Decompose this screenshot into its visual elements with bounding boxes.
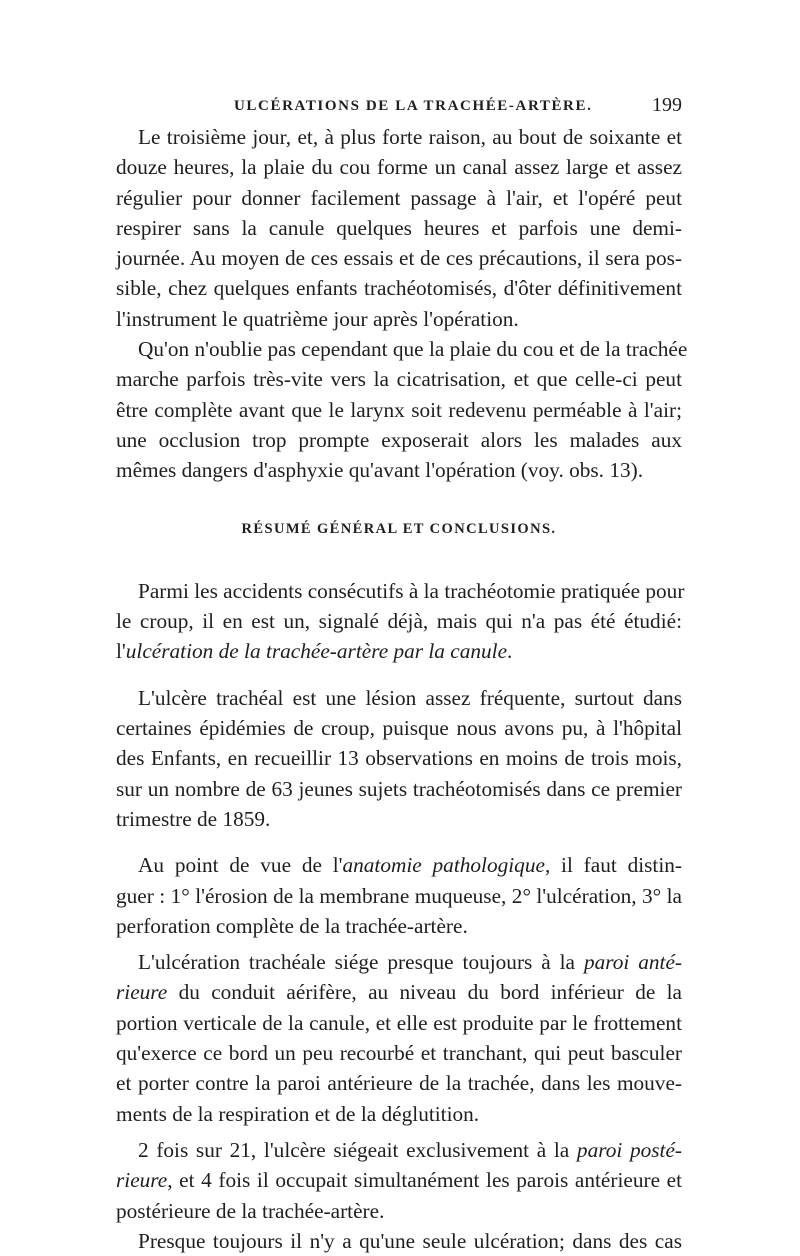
paragraph-intro	[116, 576, 685, 667]
book-page	[116, 92, 688, 1256]
text-line: postérieure de la trachée-artère.	[116, 1198, 385, 1223]
text-line: une occlusion trop prompte exposerait alors les malades aux	[116, 427, 682, 452]
page-number: 199	[652, 94, 682, 116]
paragraph-posterior	[116, 1135, 682, 1226]
text-line: marche parfois très-vite vers la cicatrisation, et que celle-ci peut	[116, 367, 682, 392]
text-line: sur un nombre de 63 jeunes sujets trachéotomisés dans ce premier	[116, 776, 682, 801]
text-line: perforation complète de la trachée-artère.	[116, 913, 468, 938]
paragraph-anatomy	[116, 850, 682, 941]
text-line: être complète avant que le larynx soit redevenu perméable à l'air;	[116, 397, 682, 422]
body-text	[116, 122, 688, 1256]
italic-term: ulcération de la trachée-artère par la canule	[125, 639, 508, 664]
italic-term: rieure	[116, 1168, 168, 1193]
text-line: le croup, il en est un, signalé déjà, mais qui n'a pas été étudié:	[116, 609, 682, 634]
paragraph-last	[116, 1226, 682, 1256]
text-line: respirer sans la canule quelques heures et parfois une demi-	[116, 215, 682, 240]
running-title: ULCÉRATIONS DE LA TRACHÉE-ARTÈRE.	[234, 98, 593, 114]
text-line	[116, 947, 682, 977]
text-line: mêmes dangers d'asphyxie qu'avant l'opération (voy. obs. 13).	[116, 458, 644, 483]
text-line: douze heures, la plaie du cou forme un canal assez large et assez	[116, 155, 682, 180]
text-fragment: , et 4 fois il occupait simultanément les parois antérieure et	[167, 1168, 682, 1193]
section-heading: RÉSUMÉ GÉNÉRAL ET CONCLUSIONS.	[241, 520, 557, 537]
text-fragment: 2 fois sur 21, l'ulcère siégeait exclusivement à la	[138, 1137, 577, 1162]
text-line: des Enfants, en recueillir 13 observations en moins de trois mois,	[116, 746, 682, 771]
running-head	[116, 92, 682, 122]
text-line: qu'exerce ce bord un peu recourbé et tranchant, qui peut basculer	[116, 1041, 682, 1066]
text-fragment: .	[507, 639, 513, 664]
italic-term: paroi posté-	[576, 1137, 682, 1162]
text-fragment: du conduit aérifère, au niveau du bord inférieur de la	[167, 980, 682, 1005]
text-line: régulier pour donner facilement passage à l'air, et l'opéré peut	[116, 185, 682, 210]
text-line: Presque toujours il n'y a qu'une seule ulcération; dans des cas	[138, 1228, 682, 1253]
text-line: sible, chez quelques enfants trachéotomisés, d'ôter définitivement	[116, 276, 682, 301]
text-line: Parmi les accidents consécutifs à la trachéotomie pratiquée pour	[138, 578, 685, 603]
text-line	[116, 977, 682, 1007]
text-line: trimestre de 1859.	[116, 806, 271, 831]
paragraph-frequency	[116, 683, 682, 834]
text-line: L'ulcère trachéal est une lésion assez fréquente, surtout dans	[138, 685, 682, 710]
italic-term: paroi anté-	[583, 950, 682, 975]
text-line: guer : 1° l'érosion de la membrane muqueuse, 2° l'ulcération, 3° la	[116, 883, 682, 908]
text-fragment: L'ulcération trachéale siége presque toujours à la	[138, 950, 584, 975]
italic-term: rieure	[116, 980, 168, 1005]
text-fragment: Au point de vue de l'	[138, 853, 343, 878]
paragraph-warning	[116, 334, 688, 485]
paragraph-seat	[116, 947, 682, 1129]
text-line	[116, 850, 682, 880]
text-line: certaines épidémies de croup, puisque nous avons pu, à l'hôpital	[116, 716, 682, 741]
text-fragment: l'	[116, 639, 126, 664]
text-line: portion verticale de la canule, et elle est produite par le frottement	[116, 1010, 682, 1035]
text-line: journée. Au moyen de ces essais et de ces précautions, il sera pos-	[116, 246, 682, 271]
text-line: Qu'on n'oublie pas cependant que la plaie du cou et de la trachée	[138, 337, 688, 362]
text-line	[116, 1165, 682, 1195]
text-line: Le troisième jour, et, à plus forte raison, au bout de soixante et	[138, 125, 682, 149]
italic-term: anatomie pathologique	[342, 853, 545, 878]
text-line	[116, 1135, 682, 1165]
text-line: et porter contre la paroi antérieure de la trachée, dans les mouve-	[116, 1071, 682, 1096]
text-line: l'instrument le quatrième jour après l'opération.	[116, 306, 519, 331]
text-line: ments de la respiration et de la déglutition.	[116, 1101, 480, 1126]
text-line	[116, 636, 682, 666]
text-fragment: , il faut distin-	[544, 853, 683, 878]
paragraph-third-day	[116, 122, 682, 334]
